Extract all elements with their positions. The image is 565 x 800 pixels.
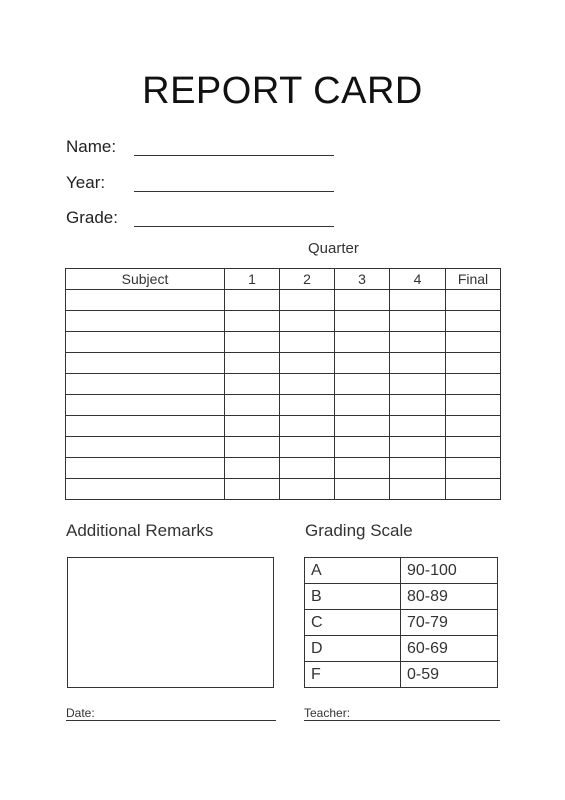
grade-input-line[interactable] — [134, 226, 334, 227]
grade-cell[interactable] — [335, 458, 390, 479]
grade-cell[interactable] — [225, 416, 280, 437]
grading-scale-body — [305, 558, 498, 688]
grade-cell[interactable] — [390, 395, 446, 416]
scale-grade: F — [305, 662, 401, 688]
grade-cell[interactable] — [225, 458, 280, 479]
grade-cell[interactable] — [390, 290, 446, 311]
grade-cell[interactable] — [66, 437, 225, 458]
grade-cell[interactable] — [390, 374, 446, 395]
grade-cell[interactable] — [280, 458, 335, 479]
grade-cell[interactable] — [390, 458, 446, 479]
grade-cell[interactable] — [335, 311, 390, 332]
scale-grade: A — [305, 558, 401, 584]
header-subject: Subject — [66, 269, 225, 290]
grade-cell[interactable] — [446, 332, 501, 353]
quarter-caption: Quarter — [308, 240, 359, 257]
grade-cell[interactable] — [66, 332, 225, 353]
grades-table — [65, 268, 501, 500]
grades-row — [66, 479, 501, 500]
scale-grade: B — [305, 584, 401, 610]
date-label: Date: — [66, 706, 95, 720]
grade-cell[interactable] — [446, 479, 501, 500]
grade-cell[interactable] — [66, 290, 225, 311]
grading-scale-row — [305, 610, 498, 636]
name-label: Name: — [66, 137, 117, 156]
grade-cell[interactable] — [446, 290, 501, 311]
grade-cell[interactable] — [446, 416, 501, 437]
grading-scale-row — [305, 636, 498, 662]
date-line[interactable] — [66, 720, 276, 721]
grading-scale-row — [305, 662, 498, 688]
grades-row — [66, 437, 501, 458]
grade-cell[interactable] — [66, 395, 225, 416]
name-input-line[interactable] — [134, 155, 334, 156]
grade-cell[interactable] — [225, 395, 280, 416]
grades-row — [66, 353, 501, 374]
header-q3: 3 — [335, 269, 390, 290]
grade-cell[interactable] — [390, 416, 446, 437]
grade-cell[interactable] — [335, 416, 390, 437]
grades-row — [66, 458, 501, 479]
grade-field — [66, 208, 134, 228]
grade-cell[interactable] — [225, 374, 280, 395]
grade-cell[interactable] — [335, 332, 390, 353]
grade-cell[interactable] — [446, 437, 501, 458]
grade-cell[interactable] — [225, 479, 280, 500]
grade-cell[interactable] — [280, 437, 335, 458]
grade-cell[interactable] — [390, 353, 446, 374]
grade-cell[interactable] — [335, 353, 390, 374]
grade-cell[interactable] — [225, 311, 280, 332]
scale-range: 60-69 — [401, 636, 498, 662]
grade-cell[interactable] — [66, 479, 225, 500]
grade-cell[interactable] — [66, 374, 225, 395]
name-field — [66, 137, 134, 157]
grading-scale-row — [305, 558, 498, 584]
grade-cell[interactable] — [335, 290, 390, 311]
remarks-title: Additional Remarks — [66, 521, 214, 540]
grade-cell[interactable] — [280, 479, 335, 500]
grade-cell[interactable] — [446, 374, 501, 395]
grade-cell[interactable] — [446, 353, 501, 374]
grades-header-row — [66, 269, 501, 290]
grade-cell[interactable] — [225, 353, 280, 374]
grade-cell[interactable] — [66, 458, 225, 479]
grade-cell[interactable] — [390, 437, 446, 458]
scale-range: 70-79 — [401, 610, 498, 636]
scale-range: 80-89 — [401, 584, 498, 610]
year-input-line[interactable] — [134, 191, 334, 192]
page-title: REPORT CARD — [142, 70, 423, 112]
grades-row — [66, 395, 501, 416]
grade-cell[interactable] — [280, 353, 335, 374]
grade-cell[interactable] — [280, 416, 335, 437]
grades-body — [66, 290, 501, 500]
year-label: Year: — [66, 173, 106, 192]
grading-scale-row — [305, 584, 498, 610]
grade-cell[interactable] — [335, 374, 390, 395]
grade-cell[interactable] — [225, 437, 280, 458]
header-q4: 4 — [390, 269, 446, 290]
grading-scale-table — [304, 557, 498, 688]
grade-cell[interactable] — [390, 311, 446, 332]
grades-row — [66, 416, 501, 437]
grading-scale-title: Grading Scale — [305, 521, 413, 540]
grade-label: Grade: — [66, 208, 118, 227]
scale-grade: D — [305, 636, 401, 662]
grade-cell[interactable] — [335, 437, 390, 458]
grades-row — [66, 311, 501, 332]
grade-cell[interactable] — [225, 332, 280, 353]
scale-range: 0-59 — [401, 662, 498, 688]
grade-cell[interactable] — [280, 374, 335, 395]
grade-cell[interactable] — [280, 311, 335, 332]
year-field — [66, 173, 134, 193]
grade-cell[interactable] — [280, 332, 335, 353]
header-q2: 2 — [280, 269, 335, 290]
grade-cell[interactable] — [446, 311, 501, 332]
grade-cell[interactable] — [446, 395, 501, 416]
scale-range: 90-100 — [401, 558, 498, 584]
grade-cell[interactable] — [390, 479, 446, 500]
grade-cell[interactable] — [280, 290, 335, 311]
grade-cell[interactable] — [390, 332, 446, 353]
header-q1: 1 — [225, 269, 280, 290]
teacher-line[interactable] — [304, 720, 500, 721]
grade-cell[interactable] — [225, 290, 280, 311]
grades-row — [66, 374, 501, 395]
grade-cell[interactable] — [280, 395, 335, 416]
grades-row — [66, 290, 501, 311]
teacher-label: Teacher: — [304, 706, 351, 720]
header-final: Final — [446, 269, 501, 290]
grade-cell[interactable] — [66, 311, 225, 332]
grade-cell[interactable] — [335, 479, 390, 500]
grade-cell[interactable] — [446, 458, 501, 479]
scale-grade: C — [305, 610, 401, 636]
grade-cell[interactable] — [335, 395, 390, 416]
grade-cell[interactable] — [66, 353, 225, 374]
grades-row — [66, 332, 501, 353]
grade-cell[interactable] — [66, 416, 225, 437]
remarks-box[interactable] — [67, 557, 274, 688]
